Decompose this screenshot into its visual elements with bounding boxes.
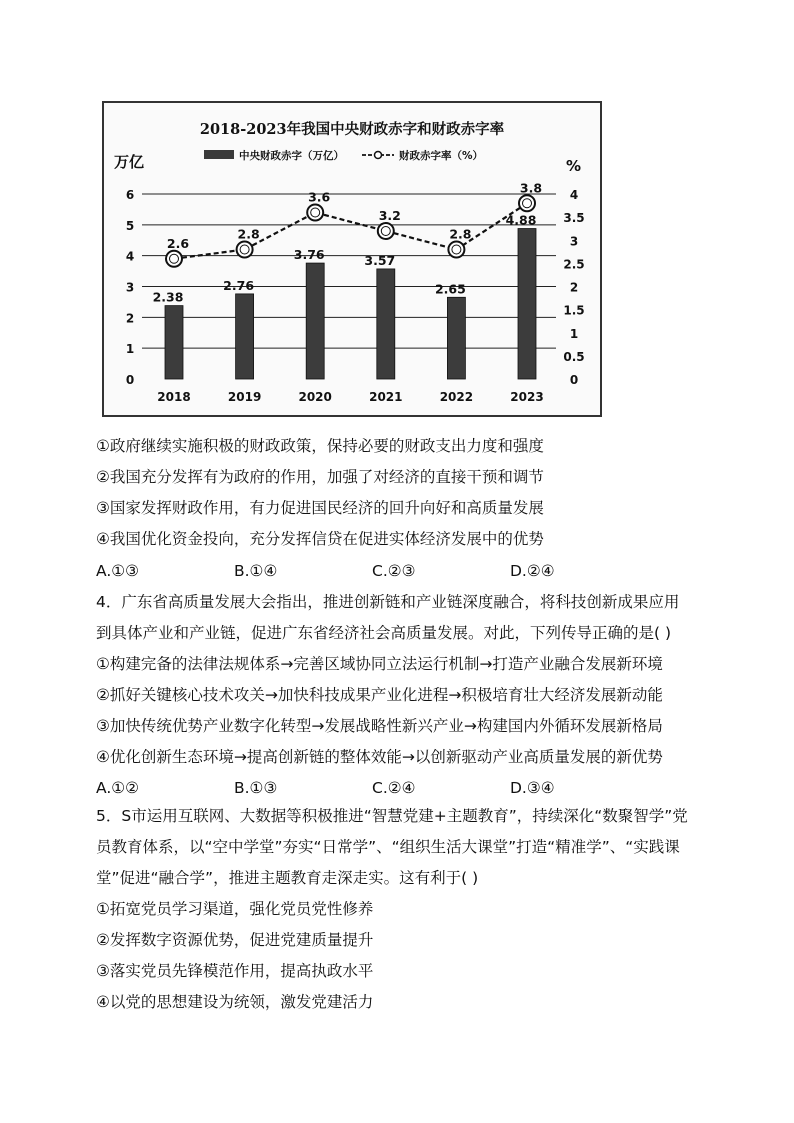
rate-marker xyxy=(448,242,464,258)
q3-option-a[interactable]: A.①③ xyxy=(96,562,140,580)
legend-bar-swatch xyxy=(204,150,234,159)
bar xyxy=(377,269,395,379)
q3-statement-4: ④我国优化资金投向，充分发挥信贷在促进实体经济发展中的优势 xyxy=(96,530,544,548)
right-axis-tick-label: 1 xyxy=(569,326,579,341)
q4-stem-line-2: 到具体产业和产业链，促进广东省经济社会高质量发展。对此，下列传导正确的是( ) xyxy=(96,624,672,642)
legend-line-label: 财政赤字率（%） xyxy=(399,150,484,162)
x-axis-tick-label: 2019 xyxy=(227,390,262,404)
q4-statement-4: ④优化创新生态环境→提高创新链的整体效能→以创新驱动产业高质量发展的新优势 xyxy=(96,748,663,766)
q5-statement-2: ②发挥数字资源优势，促进党建质量提升 xyxy=(96,931,374,949)
left-axis-tick-label: 0 xyxy=(125,373,135,387)
plot-area xyxy=(126,180,585,404)
rate-data-label: 3.6 xyxy=(308,189,331,205)
bar-data-label: 2.65 xyxy=(434,281,466,297)
rate-marker xyxy=(378,223,394,239)
right-axis-tick-label: 2 xyxy=(569,280,579,295)
q5-statement-3: ③落实党员先锋模范作用，提高执政水平 xyxy=(96,962,374,980)
q5-stem-line-1: 5．S市运用互联网、大数据等积极推进“智慧党建+主题教育”，持续深化“数聚智学”党 xyxy=(96,807,688,825)
rate-data-label: 2.8 xyxy=(449,226,472,242)
left-axis-tick-label: 4 xyxy=(125,249,135,264)
x-axis-tick-label: 2018 xyxy=(157,390,191,404)
right-axis-tick-label: 2.5 xyxy=(563,257,585,272)
deficit-chart xyxy=(104,103,600,415)
q4-option-c[interactable]: C.②④ xyxy=(372,779,416,797)
x-axis-tick-label: 2021 xyxy=(369,390,403,404)
chart-frame xyxy=(102,101,602,417)
left-axis-tick-label: 6 xyxy=(125,188,135,202)
q4-option-a[interactable]: A.①② xyxy=(96,779,140,797)
bar xyxy=(236,294,254,379)
q4-statement-3: ③加快传统优势产业数字化转型→发展战略性新兴产业→构建国内外循环发展新格局 xyxy=(96,717,663,735)
right-axis-tick-label: 3 xyxy=(569,234,579,249)
q4-stem-line-1: 4．广东省高质量发展大会指出，推进创新链和产业链深度融合，将科技创新成果应用 xyxy=(96,593,680,611)
q5-stem-line-3: 堂”促进“融合学”，推进主题教育走深走实。这有利于( ) xyxy=(96,869,479,887)
q4-option-d[interactable]: D.③④ xyxy=(510,779,555,797)
bar xyxy=(306,263,324,379)
q3-option-c[interactable]: C.②③ xyxy=(372,562,416,580)
rate-marker xyxy=(166,251,182,267)
bar-data-label: 3.57 xyxy=(364,252,396,268)
bar-data-label: 4.88 xyxy=(505,212,537,228)
x-axis-tick-label: 2020 xyxy=(298,390,332,404)
rate-data-label: 2.8 xyxy=(237,226,260,242)
bar xyxy=(165,306,183,379)
bar-data-label: 3.76 xyxy=(293,247,325,263)
q3-option-d[interactable]: D.②④ xyxy=(510,562,555,580)
left-axis-tick-label: 5 xyxy=(125,218,135,233)
rate-data-label: 3.2 xyxy=(378,208,401,223)
right-axis-unit: % xyxy=(566,157,582,175)
right-axis-tick-label: 0 xyxy=(569,373,579,387)
right-axis-tick-label: 4 xyxy=(569,188,579,202)
q3-statement-3: ③国家发挥财政作用，有力促进国民经济的回升向好和高质量发展 xyxy=(96,499,544,517)
q4-statement-1: ①构建完备的法律法规体系→完善区域协同立法运行机制→打造产业融合发展新环境 xyxy=(96,655,663,673)
q3-statement-2: ②我国充分发挥有为政府的作用，加强了对经济的直接干预和调节 xyxy=(96,468,544,486)
legend-bar-label: 中央财政赤字（万亿） xyxy=(239,150,344,162)
q5-statement-1: ①拓宽党员学习渠道，强化党员党性修养 xyxy=(96,900,374,918)
bar-data-label: 2.76 xyxy=(223,277,255,293)
rate-marker xyxy=(519,195,535,211)
q3-statement-1: ①政府继续实施积极的财政政策，保持必要的财政支出力度和强度 xyxy=(96,437,544,455)
left-axis-unit: 万亿 xyxy=(114,153,145,171)
bar-data-label: 2.38 xyxy=(152,289,184,305)
right-axis-tick-label: 3.5 xyxy=(563,211,585,226)
rate-marker xyxy=(237,242,253,258)
legend-line-marker xyxy=(375,152,382,159)
chart-title: 2018-2023年我国中央财政赤字和财政赤字率 xyxy=(199,121,505,138)
bar xyxy=(518,229,536,379)
right-axis-tick-label: 1.5 xyxy=(563,303,585,318)
rate-line xyxy=(174,203,527,259)
left-axis-tick-label: 3 xyxy=(125,280,135,295)
q5-statement-4: ④以党的思想建设为统领，激发党建活力 xyxy=(96,993,374,1011)
left-axis-tick-label: 2 xyxy=(125,311,135,326)
rate-data-label: 3.8 xyxy=(519,180,543,196)
left-axis-tick-label: 1 xyxy=(125,342,135,357)
right-axis-tick-label: 0.5 xyxy=(563,349,585,364)
rate-data-label: 2.6 xyxy=(166,235,190,251)
q4-option-b[interactable]: B.①③ xyxy=(234,779,278,797)
q4-statement-2: ②抓好关键核心技术攻关→加快科技成果产业化进程→积极培育壮大经济发展新动能 xyxy=(96,686,663,704)
x-axis-tick-label: 2022 xyxy=(439,390,474,404)
rate-marker xyxy=(307,205,323,221)
x-axis-tick-label: 2023 xyxy=(510,390,544,404)
bar xyxy=(447,297,465,379)
q5-stem-line-2: 员教育体系，以“空中学堂”夯实“日常学”、“组织生活大课堂”打造“精准学”、“实践课 xyxy=(96,838,680,856)
q3-option-b[interactable]: B.①④ xyxy=(234,562,278,580)
